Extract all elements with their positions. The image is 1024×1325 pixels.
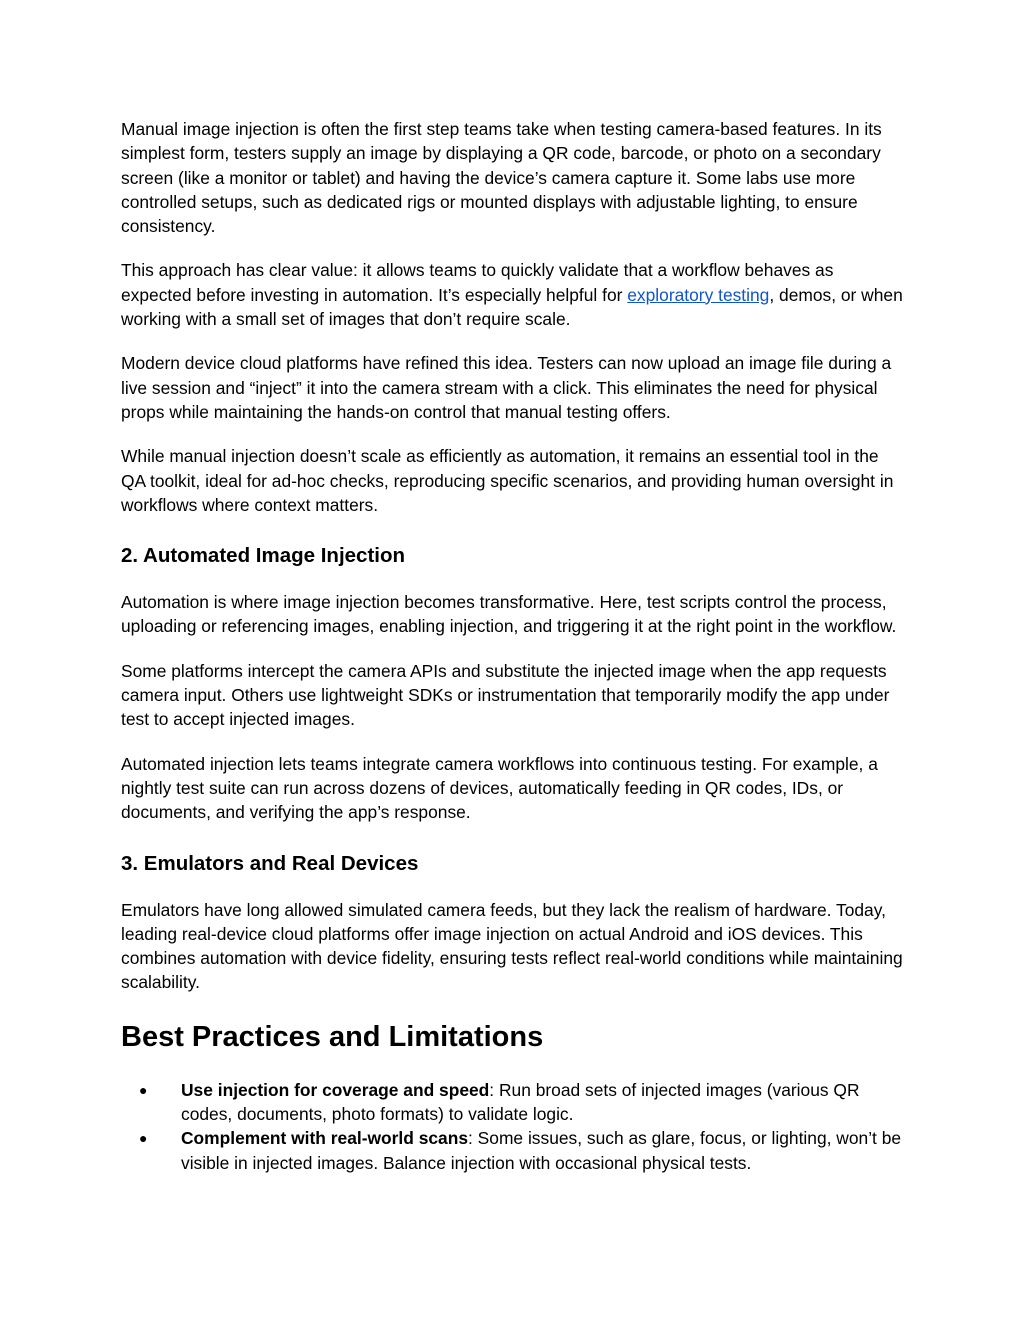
document-page <box>121 117 906 1175</box>
best-practices-list <box>121 1078 906 1175</box>
list-item-title: Complement with real-world scans <box>181 1128 469 1149</box>
emulators-heading: 3. Emulators and Real Devices <box>121 851 419 875</box>
best-practices-heading: Best Practices and Limitations <box>121 1020 544 1053</box>
bullet-icon: ● <box>139 1130 148 1147</box>
list-item <box>121 1078 906 1127</box>
automated-paragraph-1: Automation is where image injection becomes transformative. Here, test scripts control the process, uploading or referencing images, enabling injection, and triggering it at the right point in the workflow. <box>121 592 897 637</box>
list-item-text: : Run broad sets of injected images (various QR codes, documents, photo formats) to validate logic. <box>181 1079 860 1125</box>
intro-paragraph-2-text-end: , demos, or when working with a small set of images that don’t require scale. <box>121 284 903 330</box>
intro-paragraph-1: Manual image injection is often the first step teams take when testing camera-based features. In its simplest form, testers supply an image by displaying a QR code, barcode, or photo on a secondary screen (like a monitor or tablet) and having the device’s camera capture it. Some labs use more controlled setups, such as dedicated rigs or mounted displays with adjustable lighting, to ensure consistency. <box>121 119 882 237</box>
bullet-icon: ● <box>139 1081 148 1098</box>
list-item-title: Use injection for coverage and speed <box>181 1079 490 1100</box>
intro-paragraph-2-text-start: This approach has clear value: it allows teams to quickly validate that a workflow behaves as expected before investing in automation. It’s especially helpful for <box>121 260 834 305</box>
intro-paragraph-4: While manual injection doesn’t scale as efficiently as automation, it remains an essential tool in the QA toolkit, ideal for ad-hoc checks, reproducing specific scenarios, and providing human oversight in workflows where context matters. <box>121 446 894 515</box>
emulators-paragraph-1: Emulators have long allowed simulated camera feeds, but they lack the realism of hardware. Today, leading real-device cloud platforms offer image injection on actual Android and iOS devices. This combines automation with device fidelity, ensuring tests reflect real-world conditions while maintaining scalability. <box>121 899 903 993</box>
automated-injection-heading: 2. Automated Image Injection <box>121 544 406 568</box>
list-item <box>121 1126 906 1175</box>
list-item-text: : Some issues, such as glare, focus, or lighting, won’t be visible in injected images. Balance injection with occasional physical tests. <box>181 1128 902 1173</box>
automated-paragraph-2: Some platforms intercept the camera APIs and substitute the injected image when the app requests camera input. Others use lightweight SDKs or instrumentation that temporarily modify the app under test to accept injected images. <box>121 660 890 730</box>
exploratory-testing-link[interactable]: exploratory testing <box>627 284 770 305</box>
intro-paragraph-3: Modern device cloud platforms have refined this idea. Testers can now upload an image file during a live session and “inject” it into the camera stream with a click. This eliminates the need for physical props while maintaining the hands-on control that manual testing offers. <box>121 353 892 422</box>
intro-paragraph-2 <box>121 258 906 331</box>
automated-paragraph-3: Automated injection lets teams integrate camera workflows into continuous testing. For example, a nightly test suite can run across dozens of devices, automatically feeding in QR codes, IDs, or documents, and verifying the app’s response. <box>121 753 878 823</box>
